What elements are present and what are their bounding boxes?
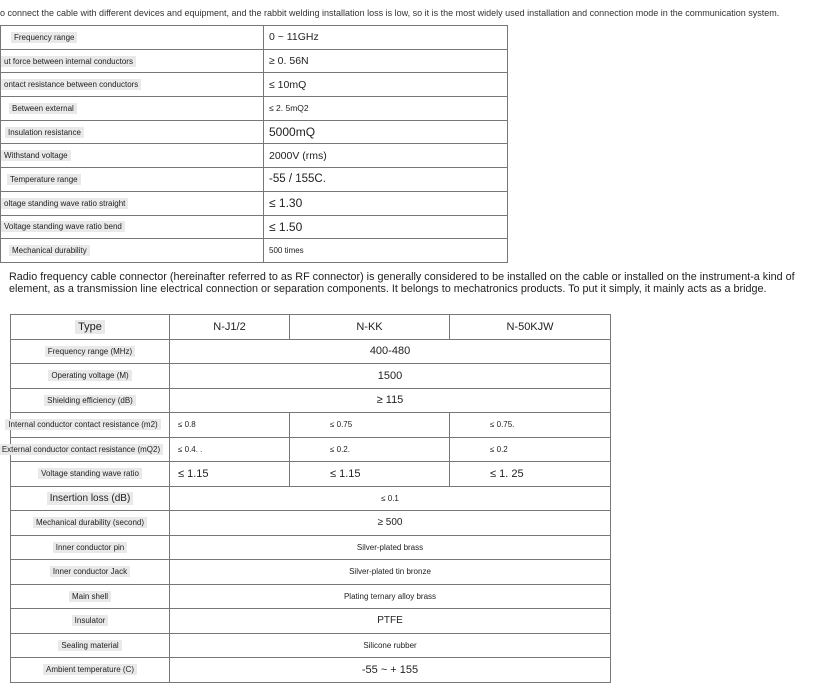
row-label: oltage standing wave ratio straight [1, 198, 128, 209]
model-n-kk-header: N-KK [290, 315, 450, 340]
row-label: Mechanical durability (second) [33, 517, 147, 528]
row-value: Silver-plated tin bronze [170, 560, 611, 585]
row-label: Sealing material [58, 640, 121, 651]
cell-value: ≤ 0.2 [450, 437, 611, 462]
row-label: Inner conductor pin [53, 542, 128, 553]
table-row [11, 486, 611, 511]
row-value: ≤ 2. 5mQ2 [269, 103, 309, 114]
type-header: Type [75, 320, 105, 334]
spec-table-general [0, 25, 508, 263]
table-row [11, 658, 611, 683]
table-row [1, 215, 508, 239]
table-header-row [11, 315, 611, 340]
table-row [1, 97, 508, 121]
row-value: ≤ 0.1 [170, 486, 611, 511]
row-value: ≥ 115 [170, 388, 611, 413]
table-row [11, 339, 611, 364]
model-n-j1-2-header: N-J1/2 [170, 315, 290, 340]
intro-text: o connect the cable with different devices and equipment, and the rabbit welding installation loss is low, so it is the most widely used installation and connection mode in the communication system. [0, 8, 780, 18]
row-value: 500 times [269, 246, 304, 256]
table-row [1, 73, 508, 97]
table-row [1, 168, 508, 192]
table-row [11, 560, 611, 585]
spec-table-models [1, 314, 611, 683]
row-label: Between external [9, 103, 77, 114]
row-label: ontact resistance between conductors [1, 79, 141, 90]
table-row [11, 413, 611, 438]
row-value: -55 / 155C. [269, 173, 326, 186]
table-row [11, 388, 611, 413]
table-row [11, 364, 611, 389]
row-label: Insulator [72, 615, 109, 626]
cell-value: ≤ 1. 25 [450, 462, 611, 487]
row-label: External conductor contact resistance (mQ2) [0, 444, 163, 455]
table-row [11, 437, 611, 462]
row-value: Plating ternary alloy brass [170, 584, 611, 609]
row-label: Voltage standing wave ratio bend [1, 221, 125, 232]
row-label: Withstand voltage [1, 150, 71, 161]
table-row [1, 144, 508, 168]
table-row [11, 633, 611, 658]
table-row [11, 584, 611, 609]
row-value: 2000V (rms) [269, 149, 327, 162]
table-row [1, 239, 508, 263]
row-label: Internal conductor contact resistance (m2) [5, 419, 160, 430]
row-value: Silver-plated brass [170, 535, 611, 560]
row-label: Inner conductor Jack [50, 566, 130, 577]
row-value: 400-480 [170, 339, 611, 364]
row-label: Frequency range (MHz) [45, 346, 135, 357]
table-row [1, 49, 508, 73]
row-label: Operating voltage (M) [48, 370, 131, 381]
row-label: Main shell [69, 591, 111, 602]
description-paragraph: Radio frequency cable connector (hereinafter referred to as RF connector) is generally considered to be installed on the cable or installed on the instrument-a kind of element, as a transmission line electrical connection or separation components. It belongs to mechatronics products. To put it simply, it mainly acts as a bridge. [9, 271, 795, 295]
cell-value: ≤ 0.2. [290, 437, 450, 462]
table-row [11, 511, 611, 536]
cell-value: ≤ 0.8 [170, 413, 290, 438]
cell-value: ≤ 1.15 [170, 462, 290, 487]
table-row [11, 609, 611, 634]
cell-value: ≤ 0.75. [450, 413, 611, 438]
row-label: Insulation resistance [5, 127, 84, 138]
table-row [1, 26, 508, 50]
row-label: Frequency range [11, 32, 77, 43]
row-label: Voltage standing wave ratio [38, 468, 142, 479]
row-value: 1500 [170, 364, 611, 389]
row-value: ≤ 1.30 [269, 196, 303, 211]
table-row [11, 535, 611, 560]
row-value: 0 ~ 11GHz [269, 31, 319, 44]
row-value: ≤ 10mQ [269, 78, 307, 91]
row-value: Silicone rubber [170, 633, 611, 658]
cell-value: ≤ 0.4. . [170, 437, 290, 462]
row-value: ≤ 1.50 [269, 219, 303, 234]
row-label: Ambient temperature (C) [43, 664, 137, 675]
model-n-50kjw-header: N-50KJW [450, 315, 611, 340]
row-value: 5000mQ [269, 125, 316, 140]
row-value: -55 ~ + 155 [170, 658, 611, 683]
row-label: Insertion loss (dB) [47, 492, 134, 505]
row-label: Shielding efficiency (dB) [44, 395, 136, 406]
cell-value: ≤ 1.15 [290, 462, 450, 487]
row-label: ut force between internal conductors [1, 56, 136, 67]
table-row [11, 462, 611, 487]
row-label: Mechanical durability [9, 245, 90, 256]
row-value: ≥ 0. 56N [269, 55, 309, 68]
row-value: PTFE [170, 609, 611, 634]
row-label: Temperature range [7, 174, 81, 185]
table-row [1, 191, 508, 215]
table-row [1, 120, 508, 144]
row-value: ≥ 500 [170, 511, 611, 536]
cell-value: ≤ 0.75 [290, 413, 450, 438]
